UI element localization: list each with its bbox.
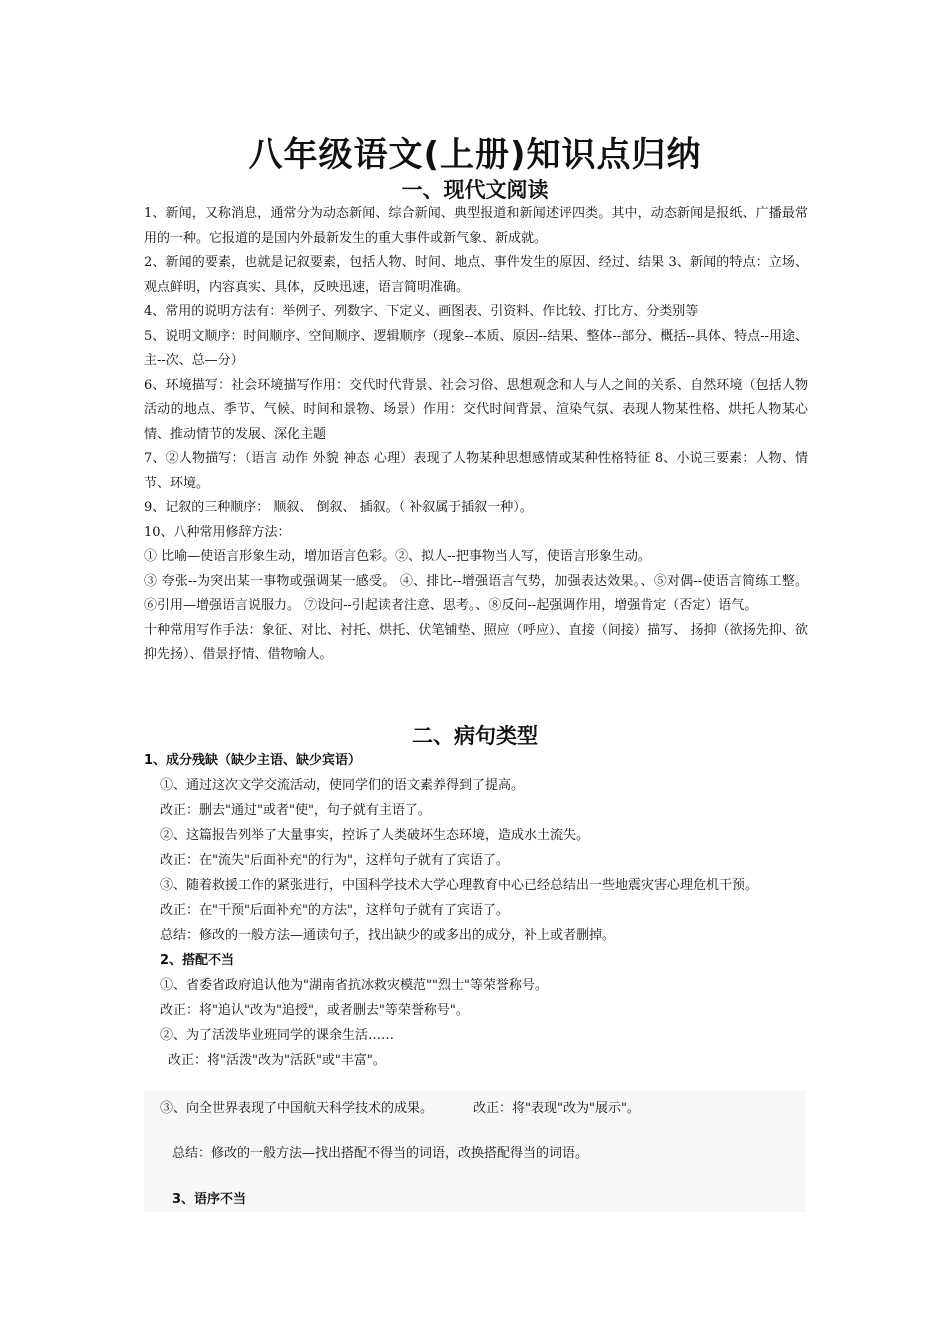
example-line: ②、为了活泼毕业班同学的课余生活…… xyxy=(160,1028,395,1043)
correction-text: 改正：将"表现"改为"展示"。 xyxy=(473,1101,640,1116)
section-heading-modern-reading: 一、现代文阅读 xyxy=(401,178,549,202)
example-with-correction xyxy=(160,1097,640,1116)
paragraph-explanation-order: 5、说明文顺序：时间顺序、空间顺序、逻辑顺序（现象--本质、原因--结果、整体--部分、概括--具体、特点--用途、主--次、总—分） xyxy=(144,328,808,368)
subheading-word-order: 3、语序不当 xyxy=(172,1192,247,1207)
example-line: ②、这篇报告列举了大量事实，控诉了人类破坏生态环境，造成水土流失。 xyxy=(160,828,590,843)
correction-line: 改正：在"干预"后面补充"的方法"，这样句子就有了宾语了。 xyxy=(160,903,509,918)
correction-line: 改正：删去"通过"或者"使"，句子就有主语了。 xyxy=(160,803,431,818)
example-line: ③、随着救援工作的紧张进行，中国科学技术大学心理教育中心已经总结出一些地震灾害心理危机干预。 xyxy=(160,878,759,893)
sentence-errors-body xyxy=(144,748,814,1073)
correction-line: 改正：将"追认"改为"追授"，或者删去"等荣誉称号"。 xyxy=(160,1003,469,1018)
paragraph-narrative-order: 9、记叙的三种顺序： 顺叙、 倒叙、 插叙。（ 补叙属于插叙一种）。 xyxy=(144,500,533,515)
summary-line: 总结：修改的一般方法—找出搭配不得当的词语，改换搭配得当的词语。 xyxy=(172,1146,589,1161)
correction-line: 改正：在"流失"后面补充"的行为"，这样句子就有了宾语了。 xyxy=(160,853,509,868)
paragraph-writing-techniques: 十种常用写作手法：象征、对比、衬托、烘托、伏笔铺垫、照应（呼应）、直接（间接）描写、 扬抑（欲扬先抑、欲抑先扬）、借景抒情、借物喻人。 xyxy=(144,622,808,662)
summary-line: 总结：修改的一般方法—通读句子，找出缺少的或多出的成分，补上或者删掉。 xyxy=(160,928,616,943)
section-heading-sentence-errors: 二、病句类型 xyxy=(412,724,538,748)
paragraph-news-elements: 2、新闻的要素，也就是记叙要素，包括人物、时间、地点、事件发生的原因、经过、结果 3、新闻的特点：立场、观点鲜明，内容真实、具体，反映迅速，语言简明准确。 xyxy=(144,255,808,295)
paragraph-rhetoric-1: ① 比喻—使语言形象生动，增加语言色彩。②、拟人--把事物当人写，使语言形象生动。 xyxy=(144,549,651,564)
paragraph-environment-description: 6、环境描写：社会环境描写作用：交代时代背景、社会习俗、思想观念和人与人之间的关系、自然环境（包括人物活动的地点、季节、气候、时间和景物、场景）作用：交代时间背景、渲染气氛、表现人物某性格、烘托人物某心情、推动情节的发展、深化主题 xyxy=(144,377,808,442)
example-text: ③、向全世界表现了中国航天科学技术的成果。 xyxy=(160,1101,434,1116)
example-line: ①、通过这次文学交流活动，使同学们的语文素养得到了提高。 xyxy=(160,778,525,793)
paragraph-news-types: 1、新闻，又称消息，通常分为动态新闻、综合新闻、典型报道和新闻述评四类。其中，动态新闻是报纸、广播最常用的一种。它报道的是国内外最新发生的重大事件或新气象、新成就。 xyxy=(144,206,808,246)
document-title: 八年级语文(上册)知识点归纳 xyxy=(248,135,702,175)
example-line: ①、省委省政府追认他为"湖南省抗冰救灾模范""烈士"等荣誉称号。 xyxy=(160,978,548,993)
shaded-text-box xyxy=(144,1091,806,1212)
paragraph-rhetoric-2: ③ 夸张--为突出某一事物或强调某一感受。 ④、排比--增强语言气势，加强表达效果。、⑤对偶--使语言简练工整。 ⑥引用—增强语言说服力。 ⑦设问--引起读者注意、思考。、⑧反问--起强调作用，增强肯定（否定）语气。 xyxy=(144,573,808,613)
modern-reading-body xyxy=(144,202,808,668)
subheading-missing-components: 1、成分残缺（缺少主语、缺少宾语） xyxy=(144,753,362,768)
correction-line: 改正：将"活泼"改为"活跃"或"丰富"。 xyxy=(168,1053,386,1068)
paragraph-explanation-methods: 4、常用的说明方法有：举例子、列数字、下定义、画图表、引资料、作比较、打比方、分类别等 xyxy=(144,304,699,319)
paragraph-character-description: 7、②人物描写：（语言 动作 外貌 神态 心理）表现了人物某种思想感情或某种性格特征 8、小说三要素：人物、情节、环境。 xyxy=(144,451,808,491)
paragraph-rhetoric-heading: 10、八种常用修辞方法： xyxy=(144,524,291,540)
subheading-mismatch: 2、搭配不当 xyxy=(160,953,235,968)
